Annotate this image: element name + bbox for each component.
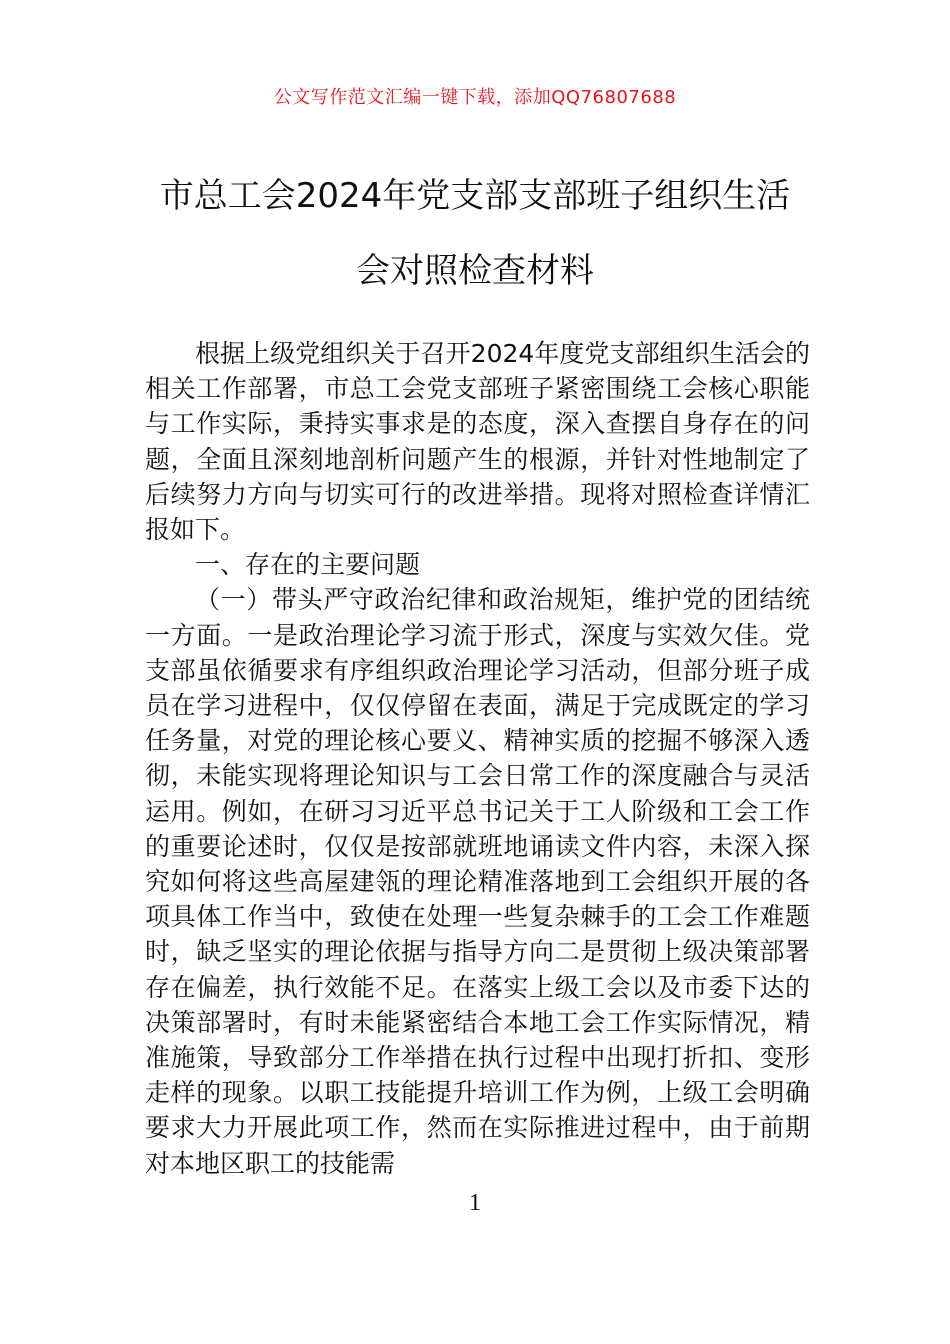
section-heading: 一、存在的主要问题	[195, 550, 421, 580]
page-number: 1	[469, 1190, 481, 1216]
title-line-1: 市总工会2024年党支部支部班子组织生活	[159, 176, 791, 216]
document-title	[120, 172, 830, 296]
title-line-2: 会对照检查材料	[356, 251, 594, 291]
intro-paragraph: 根据上级党组织关于召开2024年度党支部组织生活会的相关工作部署，市总工会党支部班子紧密围绕工会核心职能与工作实际，秉持实事求是的态度，深入查摆自身存在的问题，全面且深刻地剖析问题产生的根源，并针对性地制定了后续努力方向与切实可行的改进举措。现将对照检查详情汇报如下。	[145, 339, 810, 545]
header-download-note: 公文写作范文汇编一键下载，添加QQ76807688	[273, 87, 677, 108]
document-body	[145, 336, 810, 1181]
body-paragraph: （一）带头严守政治纪律和政治规矩，维护党的团结统一方面。一是政治理论学习流于形式，深度与实效欠佳。党支部虽依循要求有序组织政治理论学习活动，但部分班子成员在学习进程中，仅仅停留在表面，满足于完成既定的学习任务量，对党的理论核心要义、精神实质的挖掘不够深入透彻，未能实现将理论知识与工会日常工作的深度融合与灵活运用。例如，在研习习近平总书记关于工人阶级和工会工作的重要论述时，仅仅是按部就班地诵读文件内容，未深入探究如何将这些高屋建瓴的理论精准落地到工会组织开展的各项具体工作当中，致使在处理一些复杂棘手的工会工作难题时，缺乏坚实的理论依据与指导方向二是贯彻上级决策部署存在偏差，执行效能不足。在落实上级工会以及市委下达的决策部署时，有时未能紧密结合本地工会工作实际情况，精准施策，导致部分工作举措在执行过程中出现打折扣、变形走样的现象。以职工技能提升培训工作为例，上级工会明确要求大力开展此项工作，然而在实际推进过程中，由于前期对本地区职工的技能需	[145, 585, 810, 1178]
